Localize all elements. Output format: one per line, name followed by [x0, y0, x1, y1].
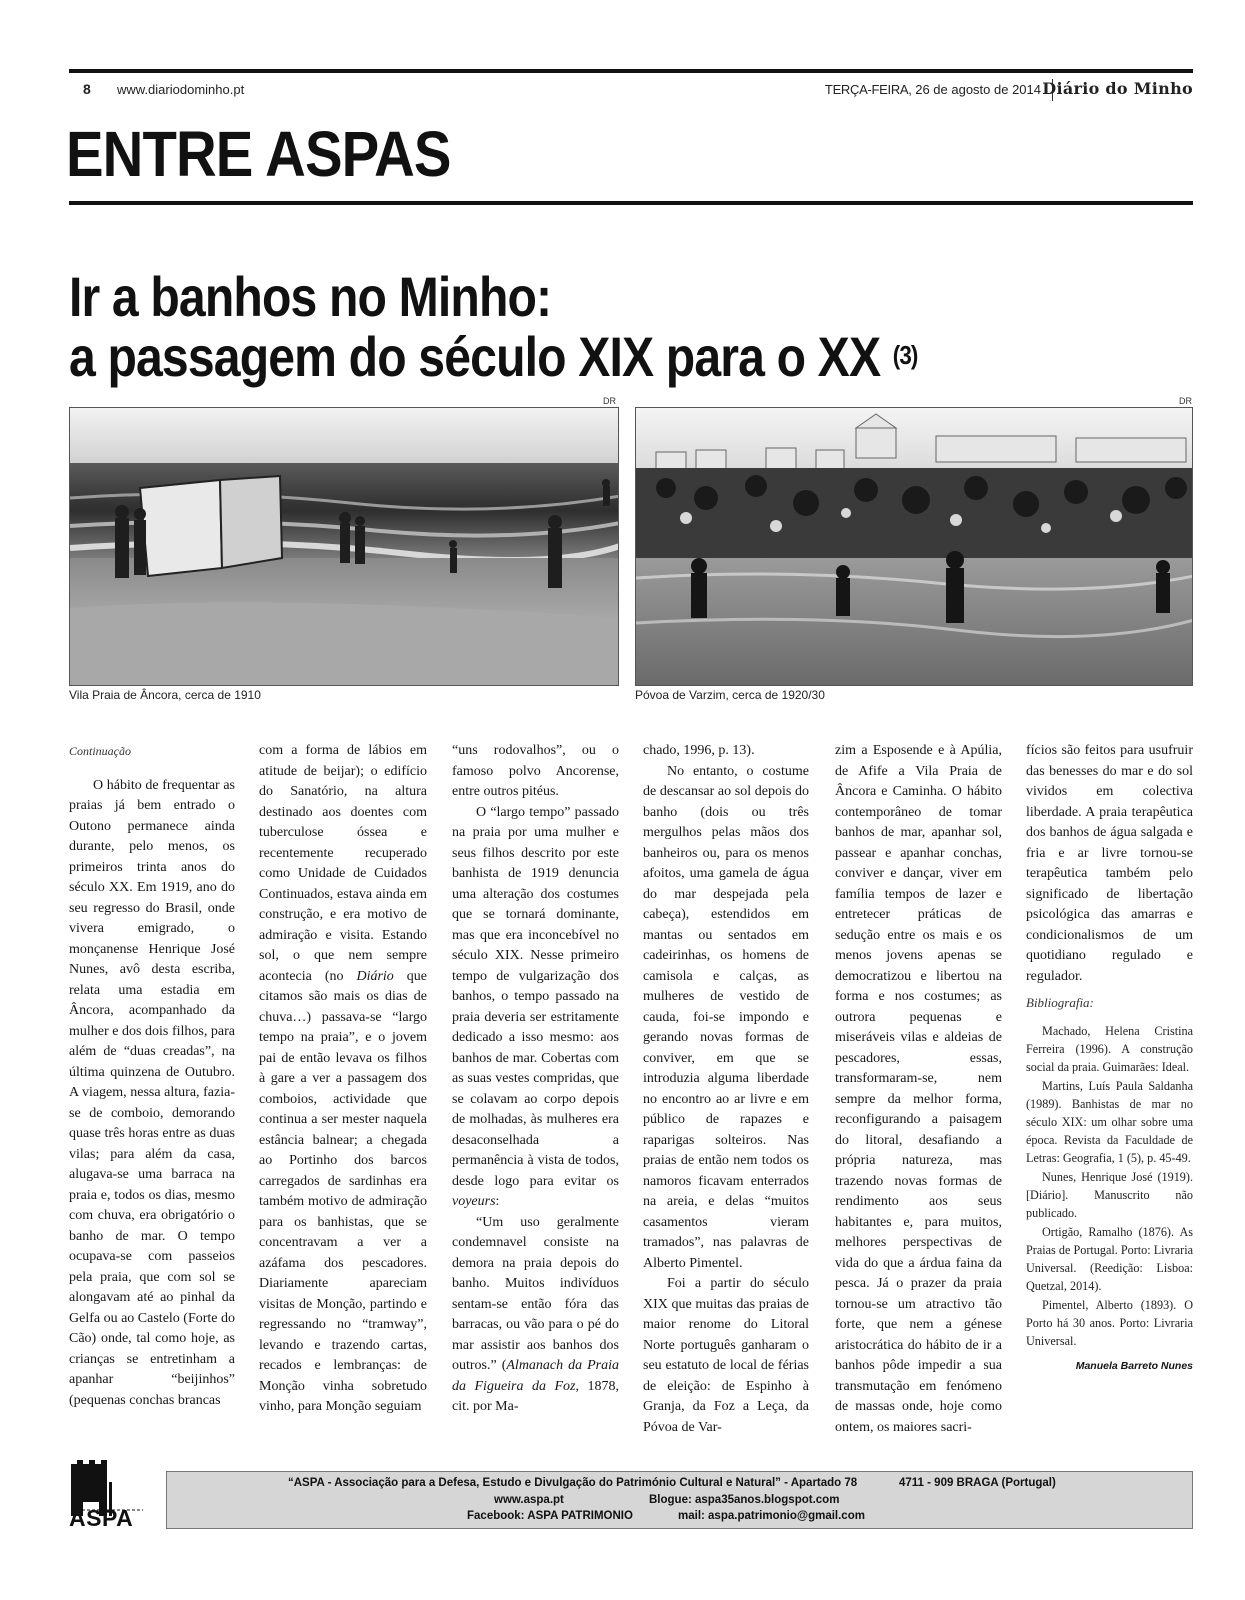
bibliography-entry: Ortigão, Ramalho (1876). As Praias de Portugal. Porto: Livraria Universal. (Reedição: Lisboa: Quetzal, 2014).	[1026, 1224, 1193, 1293]
paragraph: Foi a partir do século XIX que muitas das praias de maior renome do Litoral Norte português ganharam o seu estatuto de local de férias de eleição: de Espinho à Granja, da Foz a Leça, da Póvoa de Var-	[643, 1276, 809, 1435]
photo-povoa-varzim	[635, 407, 1193, 686]
article-column-5	[835, 741, 1002, 1438]
paragraph: “uns rodovalhos”, ou o famoso polvo Ancorense, entre outros pitéus.	[452, 743, 619, 799]
masthead-logo: Diário do Minho	[1042, 79, 1193, 98]
bibliography-title: Bibliografia:	[1026, 995, 1094, 1010]
footer-organization: “ASPA - Associação para a Defesa, Estudo e Divulgação do Património Cultural e Natural” - Apartado 78	[288, 1477, 858, 1489]
beach-photo-2-image	[636, 408, 1193, 686]
article-column-3	[452, 741, 619, 1418]
article-column-6	[1026, 741, 1193, 1376]
quote-paragraph	[452, 1213, 619, 1418]
paragraph	[452, 803, 619, 1213]
bibliography-entry: Machado, Helena Cristina Ferreira (1996). A construção social da praia. Guimarães: Ideal.	[1026, 1023, 1193, 1074]
issue-weekday: TERÇA-FEIRA,	[824, 82, 912, 97]
article-column-4	[643, 741, 809, 1438]
text-run: :	[495, 1194, 500, 1209]
headline-line-1: Ir a banhos no Minho:	[69, 265, 552, 328]
text-run: , 1878, cit. por Ma-	[452, 1378, 619, 1414]
footer-info-box	[166, 1471, 1193, 1529]
headline-line-2	[69, 327, 917, 387]
page-header	[69, 79, 1193, 101]
paragraph: No entanto, o costume de descansar ao sol depois do banho (dois ou três mergulhos pelas mãos dos banheiros ou, para os menos afoitos, uma gamela de água do mar despejada pela cabeça), estendidos em mantas ou sentados em cadeirinhas, os homens de camisola e calças, as mulheres de vestido de cauda, foi-se impondo e gerando novas formas de conviver, em que se introduzia alguma liberdade no encontro ao ar livre e em público de rapazes e raparigas solteiros. Nas praias de então nem todos os namoros ficavam enterrados na areia, e delas “muitos casamentos vieram tramados”, nas palavras de Alberto Pimentel.	[643, 763, 809, 1271]
footer-website-link[interactable]: www.aspa.pt	[494, 1494, 564, 1506]
headline-line-2-text: a passagem do século XIX para o XX	[69, 325, 893, 388]
photo-caption-2: Póvoa de Varzim, cerca de 1920/30	[635, 688, 825, 702]
paragraph: chado, 1996, p. 13).	[643, 743, 755, 758]
photo-credit-2: DR	[1179, 396, 1192, 406]
footer-facebook-link[interactable]: Facebook: ASPA PATRIMONIO	[467, 1510, 633, 1522]
beach-photo-1-image	[70, 408, 619, 686]
text-run: O “largo tempo” passado na praia por uma mulher e seus filhos descrito por este banhista de 1919 denuncia uma alteração dos costumes que se tornará dominante, mas que era inconcebível no século XIX. Nesse primeiro tempo de vulgarização dos banhos, o tempo passado na praia deveria ser estritamente dedicado a isso mesmo: aos banhos de mar. Cobertas com as suas vestes compridas, que se colavam ao corpo depois de molhadas, às mulheres era desaconselhada a permanência à vista de todos, desde logo para evitar os	[452, 804, 619, 1189]
text-run-italic: Diário	[356, 968, 394, 984]
text-run: com a forma de lábios em atitude de beijar); o edifício do Sanatório, na altura destinado aos doentes com tuberculose óssea e recentemente recuperado como Unidade de Cuidados Continuados, estava ainda em construção, e era motivo de admiração e visita. Estando sol, o que nem sempre acontecia (no	[259, 743, 427, 984]
photo-vila-praia-ancora	[69, 407, 619, 686]
text-run: que citamos são mais os dias de chuva…) passava-se “largo tempo na praia”, e o jovem pai de então levava os filhos à gare a ver a passagem dos comboios, actividade que continua a ser mester naquela estância balnear; a chegada ao Portinho dos barcos carregados de sardinhas era também motivo de admiração para os banhistas, que se concentravam a ver a azáfama dos pescadores. Diariamente apareciam visitas de Monção, partindo e regressando no “tramway”, levando e trazendo cartas, recados e lembranças: de Monção vinha sobretudo vinho, para Monção seguiam	[259, 968, 428, 1414]
photo-caption-1: Vila Praia de Âncora, cerca de 1910	[69, 688, 261, 702]
section-title: ENTRE ASPAS	[66, 118, 451, 190]
issue-date	[825, 82, 1041, 97]
photo-credit-1: DR	[603, 396, 616, 406]
bibliography-entry: Nunes, Henrique José (1919). [Diário]. Manuscrito não publicado.	[1026, 1169, 1193, 1220]
paragraph: O hábito de frequentar as praias já bem entrado o Outono permanece ainda durante, pelo menos, os primeiros trinta anos do século XX. Em 1919, ano do seu regresso do Brasil, onde vivera emigrado, o monçanense Henrique José Nunes, avô desta escriba, relata uma estadia em Âncora, acompanhado da mulher e dos dois filhos, para além de “duas creadas”, na última quinzena de Outubro. A viagem, nessa altura, fazia-se de comboio, demorando quase três horas entre as duas vilas; para além da casa, alugava-se uma barraca na praia e, todos os dias, mesmo com chuva, era obrigatório o banho de mar. O tempo ocupava-se com passeios pela praia, que com sol se alongavam até ao pinhal da Gelfa ou ao Castelo (Forte do Cão) onde, tal como hoje, as crianças se entretinham a apanhar “beijinhos” (pequenas conchas brancas	[69, 777, 236, 1408]
section-rule	[69, 201, 1193, 205]
bibliography-entry: Pimentel, Alberto (1893). O Porto há 30 anos. Porto: Livraria Universal.	[1026, 1297, 1193, 1348]
text-run: “Um uso geralmente condemnavel consiste na demora na praia depois do banho. Muitos indivíduos sentam-se então fóra das barracas, ou vão para o pé do mar assistir aos banhos dos outros.” (	[452, 1214, 619, 1373]
article-column-2	[259, 741, 427, 1418]
issue-date-rest: 26 de agosto de 2014	[911, 82, 1041, 97]
aspa-logo-text: ASPA	[69, 1505, 134, 1531]
text-run-italic: voyeurs	[452, 1194, 496, 1209]
site-url[interactable]: www.diariodominho.pt	[117, 82, 245, 97]
headline-part-number: (3)	[892, 340, 918, 370]
page-number: 8	[83, 81, 91, 97]
footer-address: 4711 - 909 BRAGA (Portugal)	[899, 1477, 1056, 1489]
paragraph	[259, 741, 427, 1418]
paragraph: fícios são feitos para usufruir das benesses do mar e do sol vividos em colectiva liberdade. A praia terapêutica dos banhos de água salgada e fria e ar livre tornou-se terapêutica também pelo significado de libertação psicológica das amarras e condicionalismos de um quotidiano regulado e regulador.	[1026, 743, 1193, 984]
bibliography-entry: Martins, Luís Paula Saldanha (1989). Banhistas de mar no século XIX: um olhar sobre uma época. Revista da Faculdade de Letras: Geografia, 1 (5), p. 45-49.	[1026, 1078, 1193, 1165]
footer-blog-link[interactable]: Blogue: aspa35anos.blogspot.com	[649, 1494, 840, 1506]
article-column-1	[69, 741, 235, 1411]
top-rule	[69, 69, 1193, 73]
paragraph: zim a Esposende e à Apúlia, de Afife a Vila Praia de Âncora e Caminha. O hábito contemporâneo de tomar banhos de mar, apanhar sol, passear e apanhar conchas, conviver e dançar, viver em família tempos de lazer e entretecer práticas de sedução entre os mais e os menos jovens apenas se democratizou e libertou na forma e nos costumes; as outrora pequenas e miseráveis vilas e aldeias de pescadores, essas, transformaram-se, nem sempre da melhor forma, reconfigurando a paisagem do litoral, desafiando a própria natureza, mas trazendo novas formas de rendimento aos seus habitantes e, para muitos, melhores perspectivas de vida do que a árdua faina da pesca. Já o prazer da praia tornou-se um atractivo tão forte, que nem a génese aristocrática do hábito de ir a banhos pôde impedir a sua transmutação em fenómeno de massas onde, hoje como ontem, os maiores sacri-	[835, 743, 1002, 1435]
continuation-label: Continuação	[69, 744, 131, 758]
article-headline	[69, 267, 917, 387]
footer-email-link[interactable]: mail: aspa.patrimonio@gmail.com	[678, 1510, 865, 1522]
text-run-italic: Almanach da Praia da Figueira da Foz	[452, 1358, 619, 1394]
author-name: Manuela Barreto Nunes	[1075, 1359, 1193, 1372]
